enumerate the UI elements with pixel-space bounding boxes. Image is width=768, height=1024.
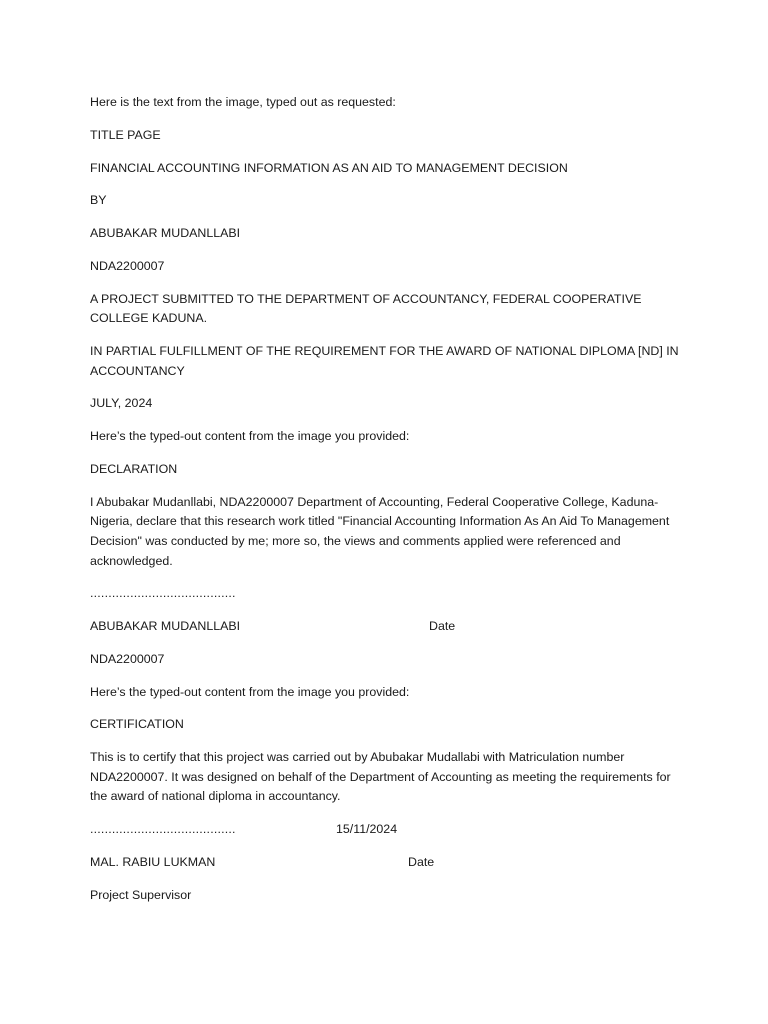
declaration-signature-line: ........................................ bbox=[90, 586, 236, 601]
certification-body: This is to certify that this project was carried out by Abubakar Mudallabi with Matriculation number NDA2200007. It was designed on behalf of the Department of Accounting as meeting the requirements for the award of national diploma in accountancy. bbox=[90, 750, 671, 804]
declaration-signatory-row bbox=[90, 617, 680, 637]
declaration-matric: NDA2200007 bbox=[90, 651, 165, 666]
intro-note-3: Here’s the typed-out content from the image you provided: bbox=[90, 684, 410, 699]
supervisor-date-label: Date bbox=[408, 855, 435, 869]
certification-heading: CERTIFICATION bbox=[90, 717, 184, 732]
author-name: ABUBAKAR MUDANLLABI bbox=[90, 226, 241, 241]
certification-signed-date: 15/11/2024 bbox=[336, 822, 398, 837]
author-matric: NDA2200007 bbox=[90, 258, 165, 273]
document-body bbox=[90, 93, 680, 919]
by-label: BY bbox=[90, 193, 107, 208]
certification-signature-row bbox=[90, 820, 680, 840]
declaration-heading: DECLARATION bbox=[90, 462, 178, 476]
declaration-signatory-name: ABUBAKAR MUDANLLABI bbox=[90, 619, 241, 634]
submission-statement: A PROJECT SUBMITTED TO THE DEPARTMENT OF ACCOUNTANCY, FEDERAL COOPERATIVE COLLEGE KADUNA. bbox=[90, 291, 642, 326]
declaration-date-label: Date bbox=[429, 619, 456, 634]
title-page-date: JULY, 2024 bbox=[90, 396, 153, 411]
fulfillment-statement: IN PARTIAL FULFILLMENT OF THE REQUIREMENT FOR THE AWARD OF NATIONAL DIPLOMA [ND] IN ACCOUNTANCY bbox=[90, 344, 679, 378]
intro-note-1: Here is the text from the image, typed out as requested: bbox=[90, 95, 396, 109]
intro-note-2: Here’s the typed-out content from the image you provided: bbox=[90, 429, 410, 444]
supervisor-role: Project Supervisor bbox=[90, 887, 192, 902]
title-page-heading: TITLE PAGE bbox=[90, 127, 161, 142]
certification-signature-line: ........................................ bbox=[90, 822, 236, 837]
supervisor-row bbox=[90, 853, 680, 873]
supervisor-name: MAL. RABIU LUKMAN bbox=[90, 855, 216, 869]
project-title: FINANCIAL ACCOUNTING INFORMATION AS AN AID TO MANAGEMENT DECISION bbox=[90, 160, 568, 175]
declaration-body: I Abubakar Mudanllabi, NDA2200007 Department of Accounting, Federal Cooperative College, Kaduna-Nigeria, declare that this research work titled "Financial Accounting Information As An Aid To Management Decision" was conducted by me; more so, the views and comments applied were referenced and acknowledged. bbox=[90, 494, 670, 568]
